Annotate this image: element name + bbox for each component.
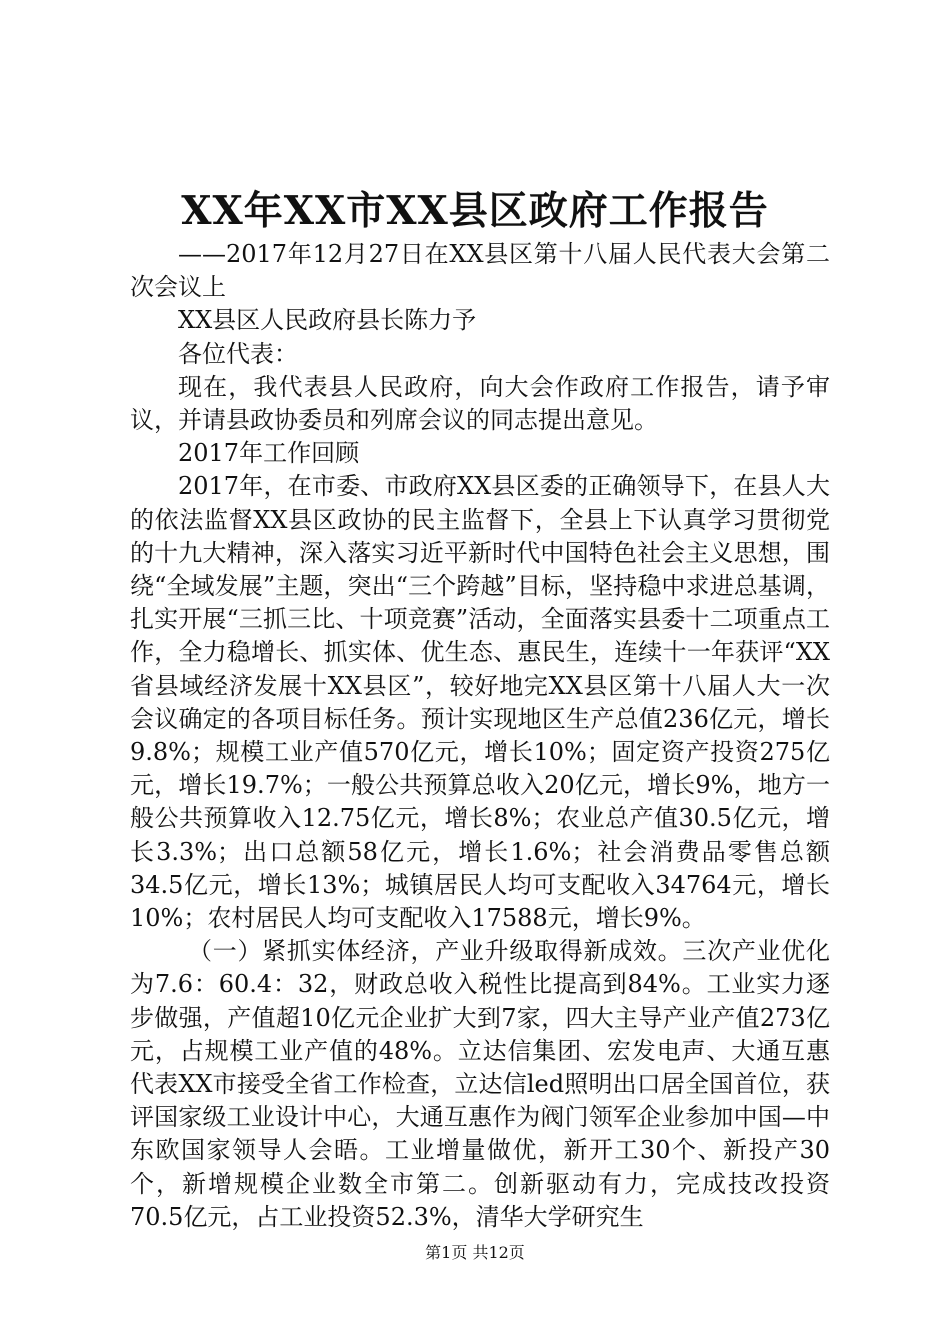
page-number: 第1页 共12页 <box>425 1243 525 1262</box>
review-paragraph: 2017年，在市委、市政府XX县区委的正确领导下，在县人大的依法监督XX县区政协的民主监督下，全县上下认真学习贯彻党的十九大精神，深入落实习近平新时代中国特色社会主义思想，围绕“全域发展”主题，突出“三个跨越”目标，坚持稳中求进总基调，扎实开展“三抓三比、十项竞赛”活动，全面落实县委十二项重点工作，全力稳增长、抓实体、优生态、惠民生，连续十一年获评“XX省县域经济发展十XX县区”，较好地完XX县区第十八届人大一次会议确定的各项目标任务。预计实现地区生产总值236亿元，增长9.8%；规模工业产值570亿元，增长10%；固定资产投资275亿元，增长19.7%；一般公共预算总收入20亿元，增长9%，地方一般公共预算收入12.75亿元，增长8%；农业总产值30.5亿元，增长3.3%；出口总额58亿元，增长1.6%；社会消费品零售总额34.5亿元，增长13%；城镇居民人均可支配收入34764元，增长10%；农村居民人均可支配收入17588元，增长9%。 <box>130 472 830 933</box>
speaker-line: XX县区人民政府县长陈力予 <box>178 306 477 335</box>
subtitle-line: ——2017年12月27日在XX县区第十八届人民代表大会第二次会议上 <box>130 240 830 302</box>
economy-paragraph: （一）紧抓实体经济，产业升级取得新成效。三次产业优化为7.6：60.4：32，财政总收入税性比提高到84%。工业实力逐步做强，产值超10亿元企业扩大到7家，四大主导产业产值273亿元，占规模工业产值的48%。立达信集团、宏发电声、大通互惠代表XX市接受全省工作检查，立达信led照明出口居全国首位，获评国家级工业设计中心，大通互惠作为阀门领军企业参加中国—中东欧国家领导人会晤。工业增量做优，新开工30个、新投产30个，新增规模企业数全市第二。创新驱动有力，完成技改投资70.5亿元，占工业投资52.3%，清华大学研究生 <box>130 937 830 1231</box>
salutation-line: 各位代表： <box>178 339 298 368</box>
document-body <box>130 238 830 1234</box>
intro-paragraph: 现在，我代表县人民政府，向大会作政府工作报告，请予审议，并请县政协委员和列席会议的同志提出意见。 <box>130 372 830 435</box>
section-heading: 2017年工作回顾 <box>178 439 360 468</box>
document-title: XX年XX市XX县区政府工作报告 <box>181 188 769 234</box>
